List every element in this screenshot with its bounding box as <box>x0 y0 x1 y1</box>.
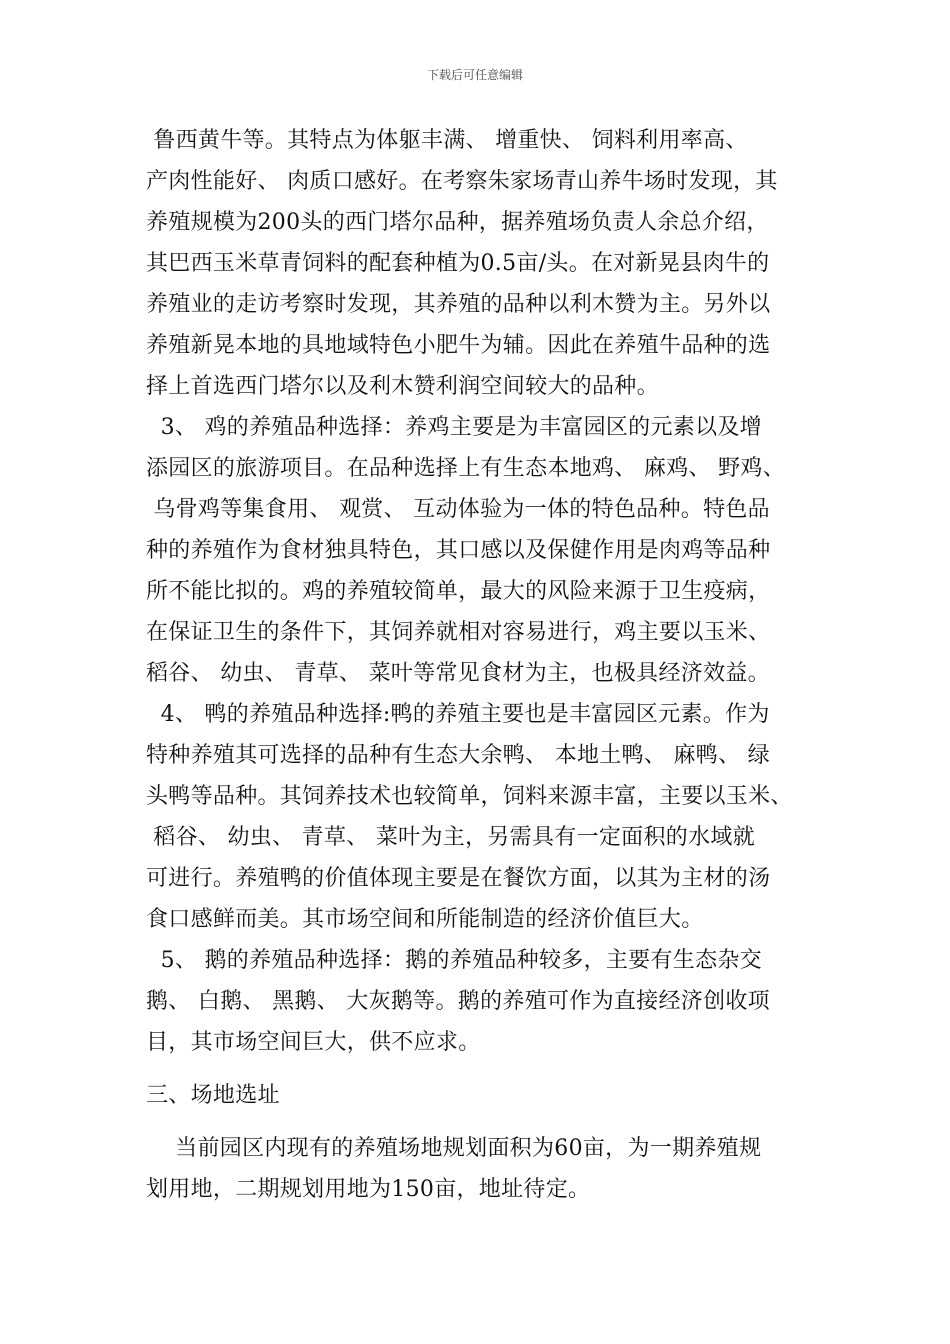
body-line: 鹅、 白鹅、 黑鹅、 大灰鹅等。鹅的养殖可作为直接经济创收项 <box>146 989 770 1014</box>
body-line: 择上首选西门塔尔以及利木赞利润空间较大的品种。 <box>146 374 659 399</box>
body-line: 稻谷、 幼虫、 青草、 菜叶为主，另需具有一定面积的水域就 <box>146 825 755 850</box>
section-heading: 三、场地选址 <box>146 1083 280 1108</box>
body-line: 养殖规模为200头的西门塔尔品种，据养殖场负责人余总介绍， <box>146 210 769 235</box>
body-line: 稻谷、 幼虫、 青草、 菜叶等常见食材为主，也极具经济效益。 <box>146 661 770 686</box>
body-line: 特种养殖其可选择的品种有生态大余鸭、 本地土鸭、 麻鸭、 绿 <box>146 743 770 768</box>
section-gap <box>146 1116 826 1128</box>
body-line: 所不能比拟的。鸡的养殖较简单，最大的风险来源于卫生疫病， <box>146 579 771 604</box>
body-line: 3、 鸡的养殖品种选择：养鸡主要是为丰富园区的元素以及增 <box>146 415 762 440</box>
body-line: 乌骨鸡等集食用、 观赏、 互动体验为一体的特色品种。特色品 <box>146 497 770 522</box>
body-line: 养殖新晃本地的具地域特色小肥牛为辅。因此在养殖牛品种的选 <box>146 333 771 358</box>
body-line: 添园区的旅游项目。在品种选择上有生态本地鸡、 麻鸡、 野鸡、 <box>146 456 785 481</box>
body-line: 在保证卫生的条件下，其饲养就相对容易进行，鸡主要以玉米、 <box>146 620 771 645</box>
body-line: 其巴西玉米草青饲料的配套种植为0.5亩/头。在对新晃县肉牛的 <box>146 251 770 276</box>
body-line: 鲁西黄牛等。其特点为体躯丰满、 增重快、 饲料利用率高、 <box>146 128 748 153</box>
body-line: 头鸭等品种。其饲养技术也较简单，饲料来源丰富，主要以玉米、 <box>146 784 793 809</box>
body-line: 目，其市场空间巨大，供不应求。 <box>146 1030 481 1055</box>
body-line: 5、 鹅的养殖品种选择：鹅的养殖品种较多，主要有生态杂交 <box>146 948 762 973</box>
header-note: 下载后可任意编辑 <box>426 68 523 82</box>
body-line: 种的养殖作为食材独具特色，其口感以及保健作用是肉鸡等品种 <box>146 538 771 563</box>
body-line: 产肉性能好、 肉质口感好。在考察朱家场青山养牛场时发现，其 <box>146 169 778 194</box>
body-line: 食口感鲜而美。其市场空间和所能制造的经济价值巨大。 <box>146 907 704 932</box>
section-gap <box>146 1063 826 1075</box>
body-line: 4、 鸭的养殖品种选择:鸭的养殖主要也是丰富园区元素。作为 <box>146 702 770 727</box>
body-line: 划用地，二期规划用地为150亩，地址待定。 <box>146 1177 591 1202</box>
body-line: 当前园区内现有的养殖场地规划面积为60亩，为一期养殖规 <box>146 1136 762 1161</box>
document-body <box>146 120 826 1210</box>
body-line: 养殖业的走访考察时发现，其养殖的品种以利木赞为主。另外以 <box>146 292 771 317</box>
body-line: 可进行。养殖鸭的价值体现主要是在餐饮方面，以其为主材的汤 <box>146 866 771 891</box>
